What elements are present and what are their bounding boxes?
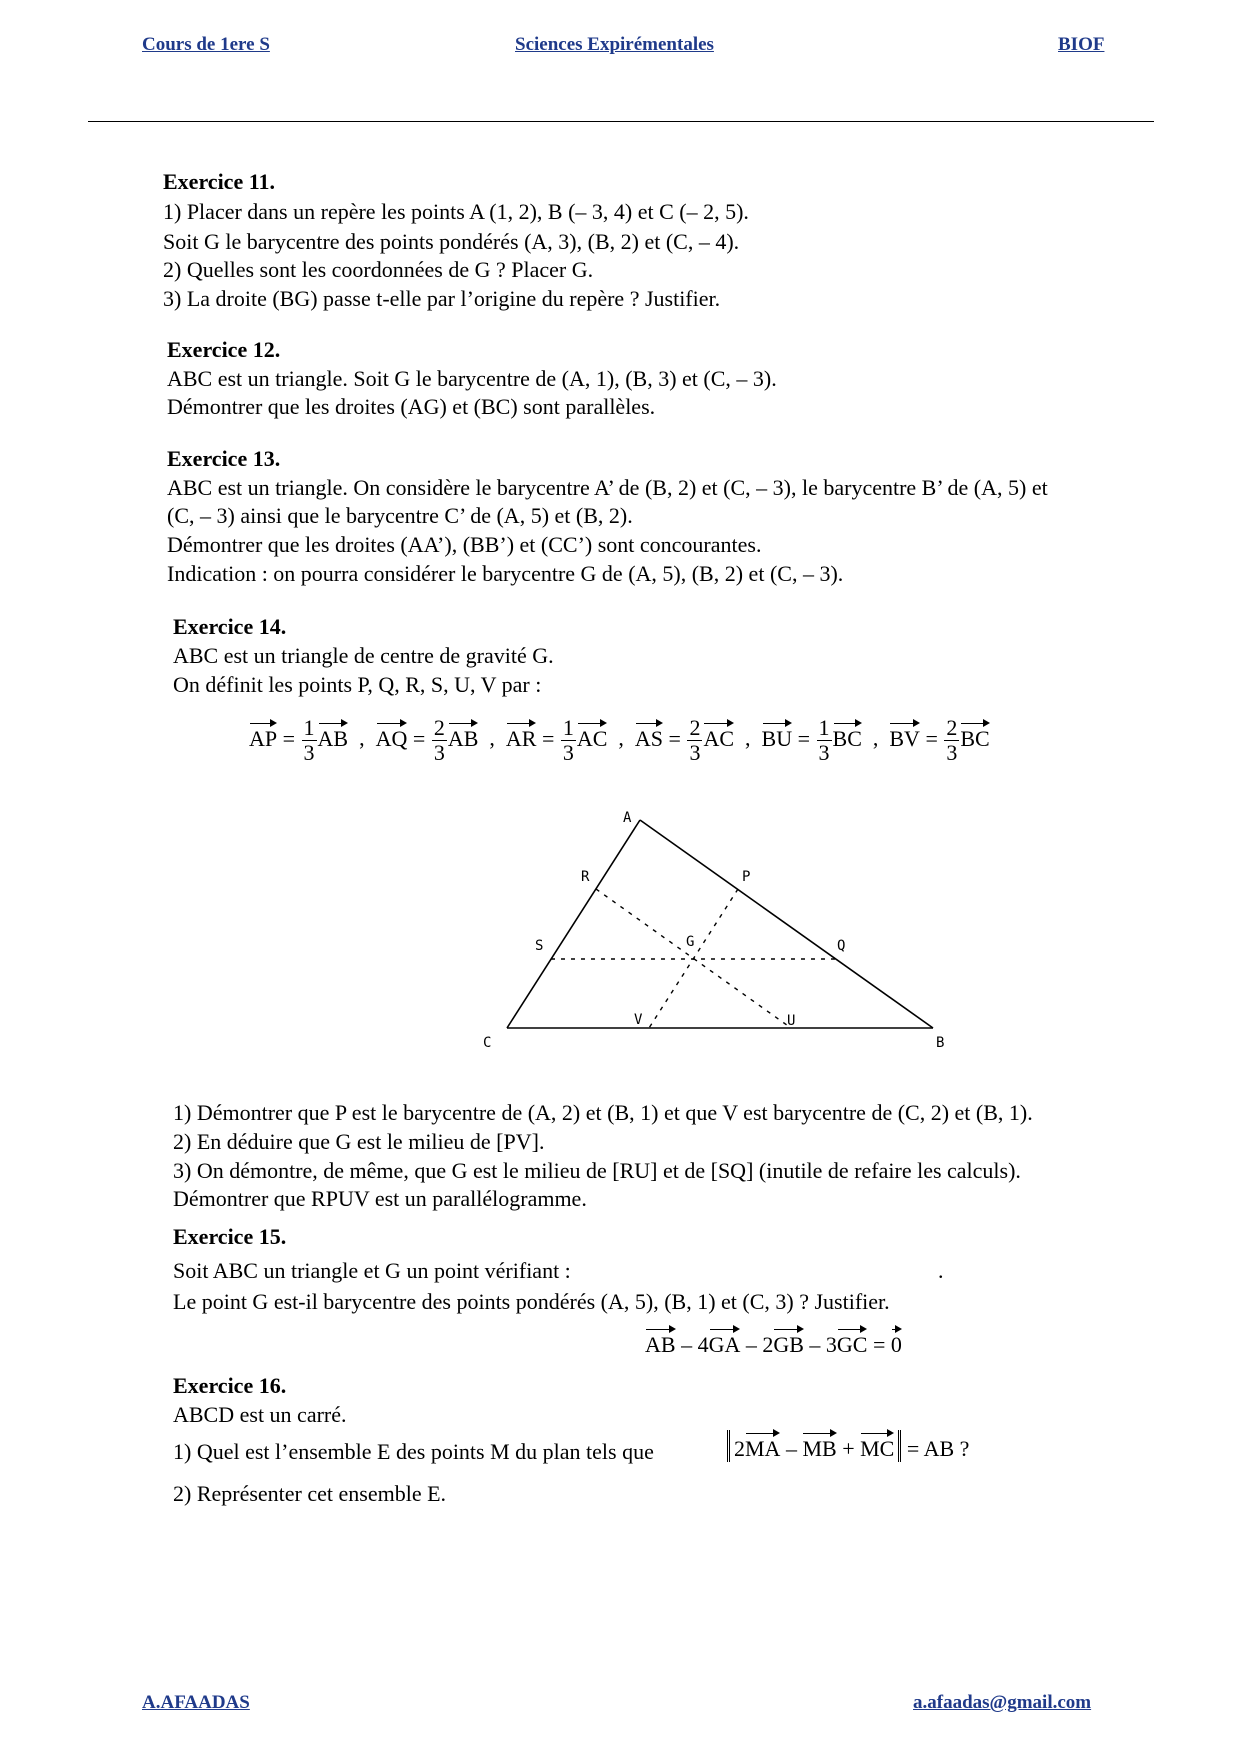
exercise-13-line: Indication : on pourra considérer le barycentre G de (A, 5), (B, 2) et (C, – 3).	[167, 561, 844, 586]
header-subject: Sciences Expirémentales	[515, 34, 714, 55]
vector-lhs: BU	[761, 725, 793, 751]
exercise-15-equation: AB – 4GA – 2GB – 3GC = 0	[645, 1332, 902, 1357]
exercise-13-line: ABC est un triangle. On considère le barycentre A’ de (B, 2) et (C, – 3), le barycentre B’ de (A, 5) et	[167, 475, 1048, 500]
label-S: S	[535, 938, 544, 954]
label-R: R	[581, 869, 590, 885]
header-rule	[88, 121, 1154, 122]
vector-rhs: AB	[317, 725, 349, 751]
exercise-15-line: Le point G est-il barycentre des points pondérés (A, 5), (B, 1) et (C, 3) ? Justifier.	[173, 1289, 890, 1314]
equals: =	[282, 725, 296, 751]
exercise-16-norm-equation: 2MA – MB + MC = AB ?	[727, 1430, 969, 1462]
vector-lhs: AR	[505, 725, 537, 751]
exercise-11-line: 2) Quelles sont les coordonnées de G ? Placer G.	[163, 257, 594, 282]
exercise-12-line: ABC est un triangle. Soit G le barycentre de (A, 1), (B, 3) et (C, – 3).	[167, 366, 777, 391]
exercise-14-question: 3) On démontre, de même, que G est le milieu de [RU] et de [SQ] (inutile de refaire les calculs).	[173, 1158, 1021, 1183]
label-U: U	[787, 1013, 796, 1029]
vector-zero: 0	[890, 1332, 902, 1357]
vector-rhs: AC	[703, 725, 735, 751]
vector-AB: AB	[645, 1332, 676, 1357]
exercise-13-line: Démontrer que les droites (AA’), (BB’) et (CC’) sont concourantes.	[167, 532, 762, 557]
footer-author: A.AFAADAS	[142, 1692, 250, 1713]
vector-GC: GC	[836, 1332, 868, 1357]
exercise-16-title: Exercice 16.	[173, 1373, 287, 1398]
relation: BV = $\frac{2}{3}$ BC	[889, 715, 990, 765]
exercise-11-line: 1) Placer dans un repère les points A (1, 2), B (– 3, 4) et C (– 2, 5).	[163, 199, 749, 224]
exercise-11-line: Soit G le barycentre des points pondérés (A, 3), (B, 2) et (C, – 4).	[163, 229, 740, 254]
exercise-14-title: Exercice 14.	[173, 614, 287, 639]
exercise-14-line: On définit les points P, Q, R, S, U, V par :	[173, 672, 542, 697]
fraction: $\frac{1}{3}$	[818, 715, 830, 765]
footer-email[interactable]: a.afaadas@gmail.com	[913, 1692, 1092, 1713]
relation	[249, 715, 349, 765]
exercise-12-line: Démontrer que les droites (AG) et (BC) sont parallèles.	[167, 394, 656, 419]
exercise-13-title: Exercice 13.	[167, 446, 281, 471]
relation: AQ = $\frac{2}{3}$ AB	[375, 715, 479, 765]
side-AC	[507, 820, 640, 1028]
label-B: B	[936, 1035, 945, 1051]
exercise-14-question: 1) Démontrer que P est le barycentre de (A, 2) et (B, 1) et que V est barycentre de (C, 2) et (B, 1).	[173, 1100, 1033, 1125]
exercise-15-dot: .	[938, 1258, 944, 1283]
exercise-14-question: 2) En déduire que G est le milieu de [PV].	[173, 1129, 545, 1154]
label-C: C	[483, 1035, 492, 1051]
vector-lhs: AQ	[375, 725, 408, 751]
exercise-14-line: ABC est un triangle de centre de gravité G.	[173, 643, 554, 668]
exercise-14-question: Démontrer que RPUV est un parallélogramme.	[173, 1186, 587, 1211]
vector-rhs: AB	[447, 725, 479, 751]
fraction: $\frac{2}{3}$	[433, 715, 445, 765]
vector-GB: GB	[773, 1332, 804, 1357]
vector-rhs: AC	[576, 725, 608, 751]
vector-MC: MC	[860, 1436, 895, 1461]
exercise-15-line: Soit ABC un triangle et G un point vérifiant :	[173, 1258, 571, 1283]
label-V: V	[634, 1012, 643, 1028]
label-P: P	[742, 869, 751, 885]
vector-MB: MB	[802, 1436, 837, 1461]
vector-rhs: BC	[832, 725, 862, 751]
exercise-11-title: Exercice 11.	[163, 169, 275, 194]
vector-rhs: BC	[960, 725, 990, 751]
header-section: BIOF	[1058, 34, 1105, 55]
relation: BU = $\frac{1}{3}$ BC	[761, 715, 862, 765]
header-course: Cours de 1ere S	[142, 34, 270, 55]
fraction: $\frac{1}{3}$	[303, 715, 315, 765]
label-A: A	[623, 810, 632, 826]
triangle-figure	[470, 800, 950, 1060]
exercise-16-line: ABCD est un carré.	[173, 1402, 347, 1427]
fraction: $\frac{1}{3}$	[562, 715, 574, 765]
label-G: G	[686, 934, 695, 950]
vector-lhs: AP	[249, 725, 278, 751]
exercise-16-question: 1) Quel est l’ensemble E des points M du plan tels que	[173, 1439, 654, 1464]
exercise-11-line: 3) La droite (BG) passe t-elle par l’origine du repère ? Justifier.	[163, 286, 721, 311]
vector-lhs: BV	[889, 725, 920, 751]
fraction: $\frac{2}{3}$	[689, 715, 701, 765]
exercise-16-question: 2) Représenter cet ensemble E.	[173, 1481, 447, 1506]
relation: AR = $\frac{1}{3}$ AC	[505, 715, 608, 765]
fraction: $\frac{2}{3}$	[946, 715, 958, 765]
norm: 2MA – MB + MC	[727, 1430, 901, 1462]
side-AB	[640, 820, 933, 1028]
vector-relations: AP = $\frac{1}{3}$ AB , AQ = $\frac{2}{3}$ AB , AR = $\frac{1}{3}$ AC , AS = $\frac{2}{3}$ AC , BU = $\frac{1}{3}$ BC , BV = $\frac{2}{3}$ BC	[249, 715, 990, 765]
exercise-12-title: Exercice 12.	[167, 337, 281, 362]
exercise-15-title: Exercice 15.	[173, 1224, 287, 1249]
vector-GA: GA	[708, 1332, 741, 1357]
exercise-13-line: (C, – 3) ainsi que le barycentre C’ de (A, 5) et (B, 2).	[167, 503, 633, 528]
vector-lhs: AS	[634, 725, 664, 751]
vector-MA: MA	[745, 1436, 781, 1461]
label-Q: Q	[837, 938, 846, 954]
relation: AS = $\frac{2}{3}$ AC	[634, 715, 735, 765]
